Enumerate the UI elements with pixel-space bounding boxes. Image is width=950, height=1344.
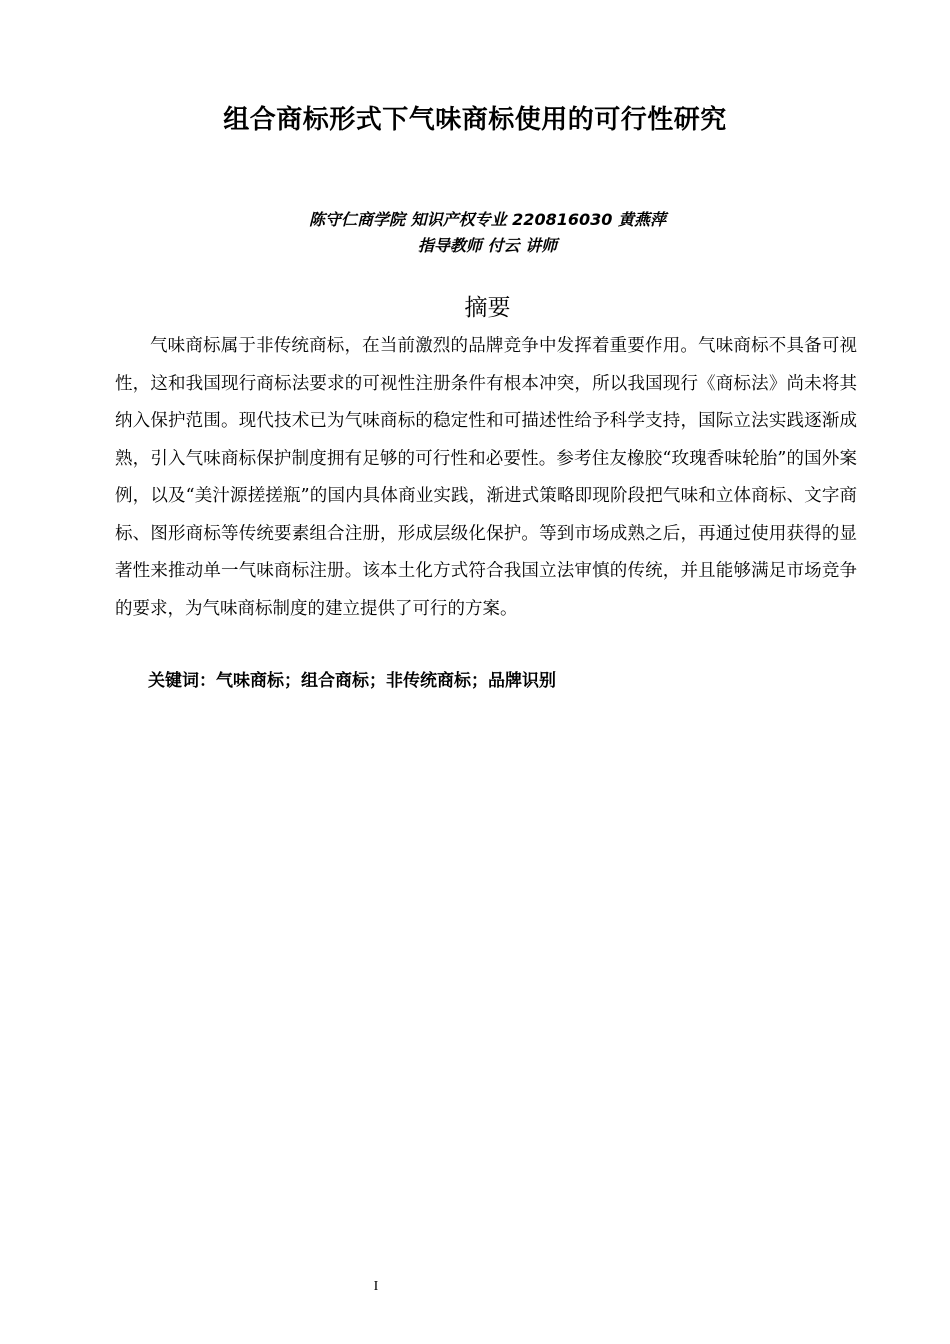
document-title: 组合商标形式下气味商标使用的可行性研究 [223,105,727,135]
page-number: I [373,1279,379,1294]
abstract-body: 气味商标属于非传统商标，在当前激烈的品牌竞争中发挥着重要作用。气味商标不具备可视性，这和我国现行商标法要求的可视性注册条件有根本冲突，所以我国现行《商标法》尚未将其纳入保护范围。现代技术已为气味商标的稳定性和可描述性给予科学支持，国际立法实践逐渐成熟，引入气味商标保护制度拥有足够的可行性和必要性。参考住友橡胶“玫瑰香味轮胎”的国外案例，以及“美汁源搓搓瓶”的国内具体商业实践，渐进式策略即现阶段把气味和立体商标、文字商标、图形商标等传统要素组合注册，形成层级化保护。等到市场成熟之后，再通过使用获得的显著性来推动单一气味商标注册。该本土化方式符合我国立法审慎的传统，并且能够满足市场竞争的要求，为气味商标制度的建立提供了可行的方案。 [115,336,857,619]
abstract-heading: 摘要 [464,295,511,321]
keywords-line: 关键词：气味商标；组合商标；非传统商标；品牌识别 [148,671,556,691]
advisor-line: 指导教师 付云 讲师 [417,236,558,255]
author-line: 陈守仁商学院 知识产权专业 220816030 黄燕萍 [309,210,666,229]
